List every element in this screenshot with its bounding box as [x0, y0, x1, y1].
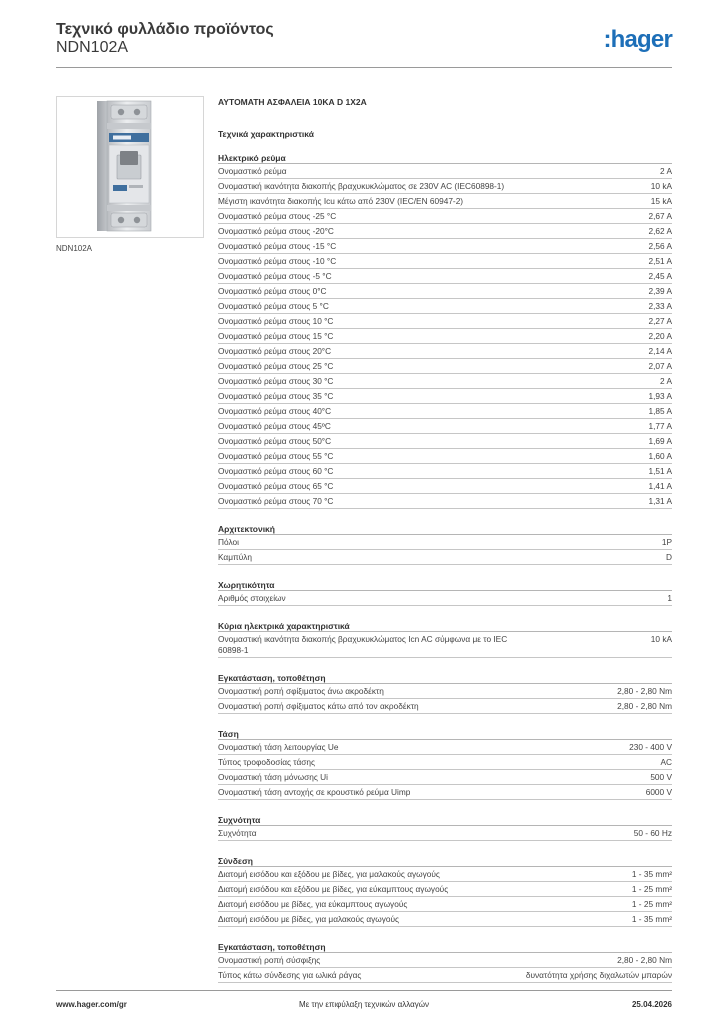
spec-value: 1,77 A — [648, 420, 672, 431]
spec-row — [218, 912, 672, 927]
spec-label: Μέγιστη ικανότητα διακοπής Icu κάτω από 230V (IEC/EN 60947-2) — [218, 195, 464, 206]
spec-label: Ονομαστική τάση αντοχής σε κρουστικό ρεύμα Uimp — [218, 786, 411, 797]
spec-row — [218, 464, 672, 479]
spec-value: 10 kA — [650, 180, 672, 191]
spec-label: Ονομαστικό ρεύμα στους 70 °C — [218, 495, 334, 506]
spec-row — [218, 740, 672, 755]
spec-label: Ονομαστικό ρεύμα στους 30 °C — [218, 375, 334, 386]
spec-content — [218, 96, 672, 983]
document-title: Τεχνικό φυλλάδιο προϊόντος — [56, 21, 274, 38]
spec-group — [218, 855, 672, 927]
spec-value: 2,80 - 2,80 Nm — [617, 700, 672, 711]
spec-value: δυνατότητα χρήσης διχαλωτών μπαρών — [525, 969, 672, 980]
spec-value: 2,33 A — [648, 300, 672, 311]
spec-label: Ονομαστικό ρεύμα στους 0°C — [218, 285, 327, 296]
spec-value: 2,14 A — [648, 345, 672, 356]
spec-value: 15 kA — [650, 195, 672, 206]
spec-value: AC — [660, 756, 672, 767]
product-code: NDN102A — [56, 39, 129, 56]
spec-row — [218, 755, 672, 770]
spec-value: 2 A — [660, 375, 672, 386]
spec-row — [218, 209, 672, 224]
spec-value: 2,39 A — [648, 285, 672, 296]
spec-row — [218, 632, 672, 658]
section-title: Τεχνικά χαρακτηριστικά — [218, 129, 314, 139]
spec-row — [218, 164, 672, 179]
spec-value: 1P — [661, 536, 672, 547]
group-title: Κύρια ηλεκτρικά χαρακτηριστικά — [218, 620, 672, 632]
spec-value: 2,45 A — [648, 270, 672, 281]
footer-date: 25.04.2026 — [631, 1000, 672, 1009]
spec-label: Ονομαστικό ρεύμα στους 50°C — [218, 435, 332, 446]
group-title: Συχνότητα — [218, 814, 672, 826]
spec-label: Ονομαστικό ρεύμα στους -10 °C — [218, 255, 337, 266]
spec-row — [218, 194, 672, 209]
spec-row — [218, 254, 672, 269]
spec-value: 1,31 A — [648, 495, 672, 506]
spec-row — [218, 535, 672, 550]
spec-label: Ονομαστικό ρεύμα στους -20°C — [218, 225, 334, 236]
spec-group — [218, 814, 672, 841]
footer-website[interactable]: www.hager.com/gr — [56, 1000, 127, 1009]
spec-value: 1,51 A — [648, 465, 672, 476]
spec-value: 2,27 A — [648, 315, 672, 326]
page-footer — [56, 990, 672, 1012]
spec-value: 2,80 - 2,80 Nm — [617, 954, 672, 965]
spec-value: 2,62 A — [648, 225, 672, 236]
spec-label: Ονομαστικό ρεύμα στους 60 °C — [218, 465, 334, 476]
spec-value: 500 V — [650, 771, 672, 782]
spec-value: D — [666, 551, 672, 562]
spec-label: Ονομαστικό ρεύμα στους 5 °C — [218, 300, 329, 311]
spec-label: Διατομή εισόδου με βίδες, για εύκαμπτους αγωγούς — [218, 898, 408, 909]
spec-value: 1,60 A — [648, 450, 672, 461]
hager-logo: :hager — [603, 26, 672, 53]
spec-value: 1,93 A — [648, 390, 672, 401]
spec-row — [218, 344, 672, 359]
group-title: Χωρητικότητα — [218, 579, 672, 591]
spec-label: Ονομαστική ροπή σφίξιματος άνω ακροδέκτη — [218, 685, 384, 696]
spec-row — [218, 239, 672, 254]
spec-value: 2,20 A — [648, 330, 672, 341]
spec-row — [218, 374, 672, 389]
spec-row — [218, 867, 672, 882]
group-title: Σύνδεση — [218, 855, 672, 867]
spec-value: 1,69 A — [648, 435, 672, 446]
spec-row — [218, 968, 672, 983]
spec-value: 1,41 A — [648, 480, 672, 491]
spec-label: Ονομαστική ροπή σύσφιξης — [218, 954, 321, 965]
spec-label: Ονομαστικό ρεύμα στους 35 °C — [218, 390, 334, 401]
spec-row — [218, 591, 672, 606]
spec-row — [218, 299, 672, 314]
group-title: Ηλεκτρικό ρεύμα — [218, 152, 672, 164]
spec-row — [218, 897, 672, 912]
spec-label: Ονομαστική τάση μόνωσης Ui — [218, 771, 328, 782]
spec-label: Πόλοι — [218, 536, 239, 547]
spec-row — [218, 389, 672, 404]
spec-value: 1 — [667, 592, 672, 603]
spec-label: Ονομαστικό ρεύμα στους -25 °C — [218, 210, 337, 221]
spec-value: 6000 V — [645, 786, 672, 797]
spec-value: 2,80 - 2,80 Nm — [617, 685, 672, 696]
spec-row — [218, 882, 672, 897]
spec-value: 2 A — [660, 165, 672, 176]
spec-value: 2,07 A — [648, 360, 672, 371]
spec-label: Ονομαστικό ρεύμα στους -15 °C — [218, 240, 337, 251]
spec-row — [218, 550, 672, 565]
spec-label: Ονομαστική τάση λειτουργίας Ue — [218, 741, 339, 752]
spec-group — [218, 152, 672, 509]
spec-label: Ονομαστικό ρεύμα στους 40°C — [218, 405, 332, 416]
spec-row — [218, 404, 672, 419]
spec-row — [218, 314, 672, 329]
footer-notice: Με την επιφύλαξη τεχνικών αλλαγών — [299, 1000, 429, 1009]
spec-label: Ονομαστική ικανότητα διακοπής βραχυκυκλώματος σε 230V AC (IEC60898-1) — [218, 180, 505, 191]
spec-label: Ονομαστική ικανότητα διακοπής βραχυκυκλώματος Icn AC σύμφωνα με το IEC 60898-1 — [218, 633, 508, 655]
spec-value: 2,67 A — [648, 210, 672, 221]
spec-row — [218, 826, 672, 841]
spec-row — [218, 449, 672, 464]
spec-label: Τύπος κάτω σύνδεσης για ωλικά ράγας — [218, 969, 362, 980]
spec-value: 10 kA — [650, 633, 672, 644]
spec-row — [218, 953, 672, 968]
spec-row — [218, 770, 672, 785]
group-title: Εγκατάσταση, τοποθέτηση — [218, 672, 672, 684]
spec-value: 1 - 35 mm² — [631, 913, 672, 924]
spec-value: 50 - 60 Hz — [633, 827, 672, 838]
spec-row — [218, 179, 672, 194]
group-title: Τάση — [218, 728, 672, 740]
spec-row — [218, 479, 672, 494]
spec-label: Διατομή εισόδου και εξόδου με βίδες, για εύκαμπτους αγωγούς — [218, 883, 449, 894]
spec-label: Ονομαστικό ρεύμα — [218, 165, 287, 176]
spec-row — [218, 224, 672, 239]
spec-row — [218, 434, 672, 449]
spec-value: 2,51 A — [648, 255, 672, 266]
spec-label: Ονομαστικό ρεύμα στους 15 °C — [218, 330, 334, 341]
group-title: Εγκατάσταση, τοποθέτηση — [218, 941, 672, 953]
product-name: ΑΥΤΟΜΑΤΗ ΑΣΦΑΛΕΙΑ 10ΚΑ D 1Χ2Α — [218, 97, 367, 107]
product-image — [56, 96, 204, 238]
spec-value: 1 - 25 mm² — [631, 898, 672, 909]
spec-group — [218, 941, 672, 983]
spec-row — [218, 785, 672, 800]
spec-group — [218, 579, 672, 606]
spec-label: Τύπος τροφοδοσίας τάσης — [218, 756, 316, 767]
spec-label: Ονομαστικό ρεύμα στους 65 °C — [218, 480, 334, 491]
spec-group — [218, 523, 672, 565]
spec-row — [218, 419, 672, 434]
spec-group — [218, 728, 672, 800]
spec-label: Ονομαστικό ρεύμα στους 20°C — [218, 345, 332, 356]
image-caption: NDN102A — [56, 244, 93, 253]
spec-row — [218, 284, 672, 299]
spec-value: 1 - 35 mm² — [631, 868, 672, 879]
spec-value: 1,85 A — [648, 405, 672, 416]
spec-label: Ονομαστικό ρεύμα στους 25 °C — [218, 360, 334, 371]
spec-label: Διατομή εισόδου με βίδες, για μαλακούς αγωγούς — [218, 913, 400, 924]
page-header — [56, 20, 672, 68]
spec-label: Ονομαστικό ρεύμα στους -5 °C — [218, 270, 332, 281]
spec-row — [218, 359, 672, 374]
circuit-breaker-image — [57, 97, 203, 237]
spec-value: 1 - 25 mm² — [631, 883, 672, 894]
spec-value: 230 - 400 V — [629, 741, 672, 752]
group-title: Αρχιτεκτονική — [218, 523, 672, 535]
spec-group — [218, 672, 672, 714]
spec-label: Καμπύλη — [218, 551, 253, 562]
spec-row — [218, 699, 672, 714]
spec-group — [218, 620, 672, 658]
spec-groups — [218, 152, 672, 983]
spec-label: Ονομαστικό ρεύμα στους 55 °C — [218, 450, 334, 461]
spec-label: Συχνότητα — [218, 827, 257, 838]
spec-row — [218, 329, 672, 344]
spec-row — [218, 269, 672, 284]
spec-row — [218, 494, 672, 509]
spec-label: Ονομαστικό ρεύμα στους 45ºC — [218, 420, 331, 431]
spec-row — [218, 684, 672, 699]
spec-label: Αριθμός στοιχείων — [218, 592, 286, 603]
spec-label: Ονομαστική ροπή σφίξιματος κάτω από τον ακροδέκτη — [218, 700, 419, 711]
spec-label: Ονομαστικό ρεύμα στους 10 °C — [218, 315, 334, 326]
spec-value: 2,56 A — [648, 240, 672, 251]
spec-label: Διατομή εισόδου και εξόδου με βίδες, για μαλακούς αγωγούς — [218, 868, 440, 879]
